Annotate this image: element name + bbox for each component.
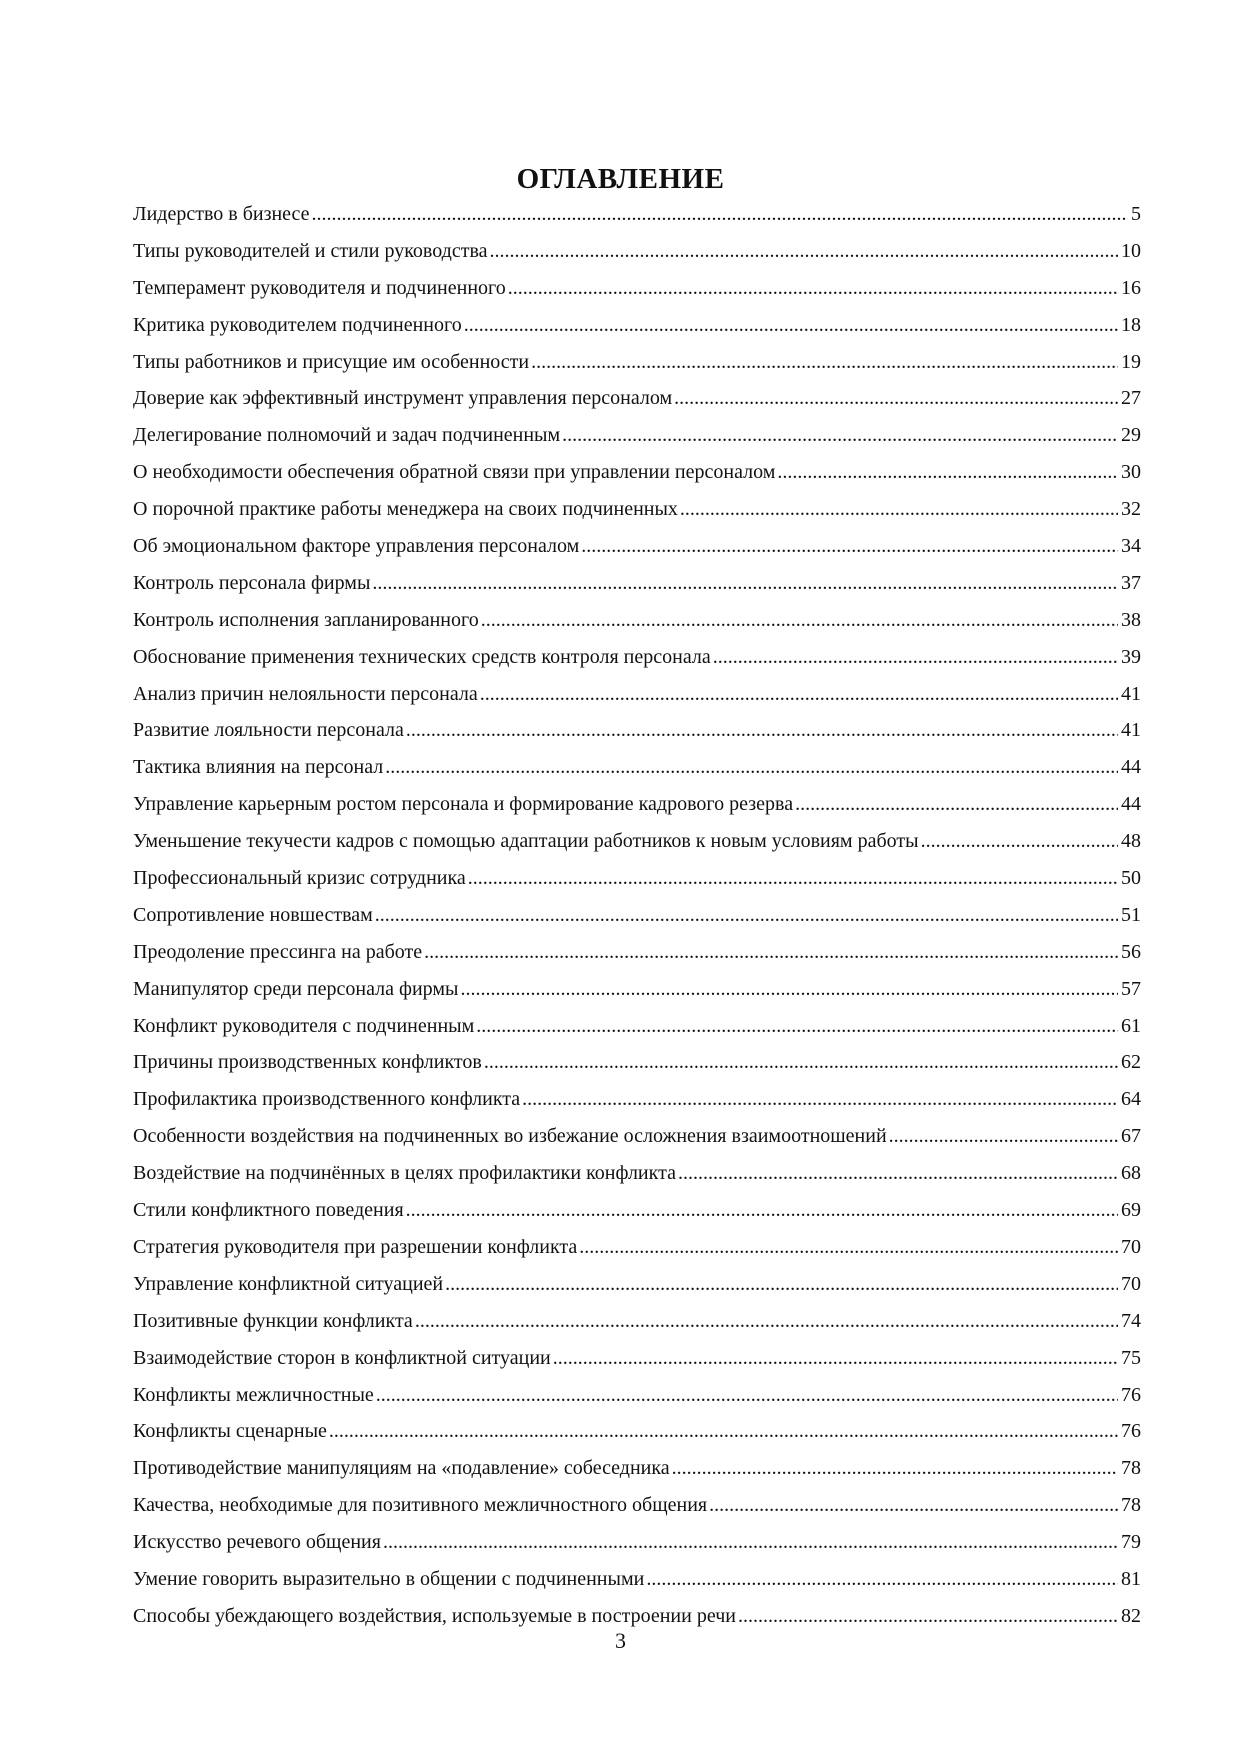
toc-dot-leader — [424, 934, 1118, 971]
toc-dot-leader — [476, 1008, 1118, 1045]
toc-entry[interactable] — [133, 344, 1141, 381]
toc-entry-page-number: 82 — [1121, 1604, 1141, 1627]
toc-entry-title: Темперамент руководителя и подчиненного — [133, 276, 506, 299]
toc-entry-title: Стили конфликтного поведения — [133, 1199, 404, 1222]
toc-entry-title: Типы работников и присущие им особенности — [133, 350, 530, 373]
toc-dot-leader — [464, 307, 1118, 344]
toc-entry-title: Противодействие манипуляциям на «подавление» собеседника — [133, 1457, 670, 1480]
toc-entry-page-number: 41 — [1121, 719, 1141, 742]
toc-dot-leader — [672, 1450, 1118, 1487]
toc-entry-title: Способы убеждающего воздействия, используемые в построении речи — [133, 1604, 736, 1627]
toc-entry-page-number: 19 — [1121, 350, 1141, 373]
toc-dot-leader — [709, 1487, 1118, 1524]
toc-entry[interactable] — [133, 1229, 1141, 1266]
toc-entry-title: Сопротивление новшествам — [133, 903, 373, 926]
toc-entry-title: Об эмоциональном факторе управления персоналом — [133, 535, 580, 558]
toc-entry-title: О необходимости обеспечения обратной связи при управлении персоналом — [133, 461, 776, 484]
toc-entry-title: Критика руководителем подчиненного — [133, 313, 462, 336]
toc-dot-leader — [445, 1266, 1118, 1303]
toc-entry-title: Делегирование полномочий и задач подчиненным — [133, 424, 561, 447]
toc-dot-leader — [460, 971, 1118, 1008]
toc-entry[interactable] — [133, 749, 1141, 786]
toc-entry-title: Развитие лояльности персонала — [133, 719, 404, 742]
toc-entry[interactable] — [133, 1044, 1141, 1081]
toc-dot-leader — [415, 1303, 1118, 1340]
toc-dot-leader — [406, 1192, 1118, 1229]
toc-entry[interactable] — [133, 823, 1141, 860]
toc-entry[interactable] — [133, 971, 1141, 1008]
toc-entry-page-number: 37 — [1121, 571, 1141, 594]
toc-entry[interactable] — [133, 1303, 1141, 1340]
toc-entry-title: Конфликты сценарные — [133, 1420, 327, 1443]
toc-dot-leader — [921, 823, 1118, 860]
toc-entry[interactable] — [133, 380, 1141, 417]
toc-entry-title: Уменьшение текучести кадров с помощью адаптации работников к новым условиям работы — [133, 830, 919, 853]
toc-entry-page-number: 78 — [1121, 1457, 1141, 1480]
toc-dot-leader — [713, 639, 1118, 676]
toc-entry-page-number: 5 — [1131, 203, 1141, 225]
toc-entry-page-number: 74 — [1121, 1309, 1141, 1332]
toc-entry[interactable] — [133, 1413, 1141, 1450]
toc-entry-title: Управление конфликтной ситуацией — [133, 1272, 444, 1295]
toc-entry-page-number: 51 — [1121, 903, 1141, 926]
toc-dot-leader — [646, 1561, 1118, 1598]
toc-entry-title: Преодоление прессинга на работе — [133, 940, 423, 963]
toc-entry-title: Контроль исполнения запланированного — [133, 608, 479, 631]
toc-entry-title: Воздействие на подчинённых в целях профилактики конфликта — [133, 1162, 676, 1185]
toc-entry[interactable] — [133, 454, 1141, 491]
toc-entry[interactable] — [133, 196, 1141, 233]
toc-entry[interactable] — [133, 712, 1141, 749]
toc-entry-page-number: 76 — [1121, 1383, 1141, 1406]
toc-dot-leader — [777, 454, 1118, 491]
toc-entry[interactable] — [133, 897, 1141, 934]
toc-entry[interactable] — [133, 1008, 1141, 1045]
toc-entry[interactable] — [133, 417, 1141, 454]
toc-entry-title: Манипулятор среди персонала фирмы — [133, 977, 459, 1000]
toc-entry[interactable] — [133, 1266, 1141, 1303]
toc-entry-title: Тактика влияния на персонал — [133, 756, 384, 779]
toc-entry[interactable] — [133, 1118, 1141, 1155]
toc-entry-title: Доверие как эффективный инструмент управления персоналом — [133, 387, 673, 410]
toc-entry-page-number: 32 — [1121, 498, 1141, 521]
toc-entry[interactable] — [133, 676, 1141, 713]
toc-dot-leader — [522, 1081, 1118, 1118]
toc-dot-leader — [481, 602, 1118, 639]
toc-entry-page-number: 41 — [1121, 682, 1141, 705]
toc-dot-leader — [795, 786, 1118, 823]
toc-entry-page-number: 69 — [1121, 1199, 1141, 1222]
toc-dot-leader — [562, 417, 1118, 454]
toc-entry-page-number: 27 — [1121, 387, 1141, 410]
toc-dot-leader — [484, 1044, 1118, 1081]
toc-entry[interactable] — [133, 786, 1141, 823]
toc-entry-page-number: 68 — [1121, 1162, 1141, 1185]
table-of-contents — [133, 196, 1141, 1635]
toc-dot-leader — [581, 528, 1118, 565]
toc-entry-title: О порочной практике работы менеджера на своих подчиненных — [133, 498, 678, 521]
toc-entry-page-number: 70 — [1121, 1272, 1141, 1295]
toc-entry-title: Конфликты межличностные — [133, 1383, 374, 1406]
toc-entry-page-number: 18 — [1121, 313, 1141, 336]
toc-entry-page-number: 38 — [1121, 608, 1141, 631]
toc-entry-page-number: 79 — [1121, 1531, 1141, 1554]
toc-entry-title: Типы руководителей и стили руководства — [133, 239, 488, 262]
toc-entry-page-number: 81 — [1121, 1567, 1141, 1590]
toc-entry[interactable] — [133, 1487, 1141, 1524]
toc-entry-page-number: 39 — [1121, 645, 1141, 668]
toc-entry[interactable] — [133, 233, 1141, 270]
toc-dot-leader — [674, 380, 1118, 417]
toc-dot-leader — [406, 712, 1118, 749]
toc-dot-leader — [508, 270, 1118, 307]
toc-entry[interactable] — [133, 307, 1141, 344]
toc-dot-leader — [468, 860, 1118, 897]
toc-entry-title: Умение говорить выразительно в общении с подчиненными — [133, 1567, 645, 1590]
toc-entry-page-number: 34 — [1121, 535, 1141, 558]
toc-entry[interactable] — [133, 491, 1141, 528]
toc-entry[interactable] — [133, 1377, 1141, 1414]
toc-dot-leader — [680, 491, 1118, 528]
toc-entry-page-number: 67 — [1121, 1125, 1141, 1148]
toc-entry-page-number: 48 — [1121, 830, 1141, 853]
toc-entry[interactable] — [133, 565, 1141, 602]
toc-entry[interactable] — [133, 602, 1141, 639]
toc-entry[interactable] — [133, 1081, 1141, 1118]
toc-entry-page-number: 50 — [1121, 867, 1141, 890]
toc-entry-page-number: 57 — [1121, 977, 1141, 1000]
toc-entry[interactable] — [133, 1450, 1141, 1487]
toc-dot-leader — [376, 1377, 1118, 1414]
toc-entry-page-number: 29 — [1121, 424, 1141, 447]
toc-dot-leader — [312, 196, 1128, 233]
toc-dot-leader — [490, 233, 1118, 270]
toc-entry[interactable] — [133, 639, 1141, 676]
toc-dot-leader — [480, 676, 1118, 713]
page-title: ОГЛАВЛЕНИЕ — [516, 163, 725, 195]
toc-dot-leader — [889, 1118, 1118, 1155]
toc-entry-title: Конфликт руководителя с подчиненным — [133, 1014, 475, 1037]
toc-entry-title: Профессиональный кризис сотрудника — [133, 867, 466, 890]
toc-dot-leader — [372, 565, 1118, 602]
toc-entry-page-number: 44 — [1121, 756, 1141, 779]
toc-entry-title: Лидерство в бизнесе — [133, 203, 310, 225]
toc-dot-leader — [579, 1229, 1118, 1266]
toc-entry[interactable] — [133, 1561, 1141, 1598]
toc-entry-page-number: 64 — [1121, 1088, 1141, 1111]
toc-dot-leader — [385, 749, 1118, 786]
toc-entry-page-number: 75 — [1121, 1346, 1141, 1369]
toc-entry-page-number: 76 — [1121, 1420, 1141, 1443]
toc-entry-title: Профилактика производственного конфликта — [133, 1088, 521, 1111]
toc-entry-title: Контроль персонала фирмы — [133, 571, 371, 594]
toc-entry-title: Причины производственных конфликтов — [133, 1051, 482, 1074]
toc-entry[interactable] — [133, 528, 1141, 565]
toc-entry-page-number: 61 — [1121, 1014, 1141, 1037]
toc-entry-page-number: 10 — [1121, 239, 1141, 262]
toc-entry-page-number: 30 — [1121, 461, 1141, 484]
toc-entry-title: Обоснование применения технических средств контроля персонала — [133, 645, 711, 668]
toc-entry-page-number: 70 — [1121, 1235, 1141, 1258]
toc-entry-title: Анализ причин нелояльности персонала — [133, 682, 478, 705]
page-number: 3 — [615, 1628, 626, 1653]
toc-entry-page-number: 44 — [1121, 793, 1141, 816]
toc-entry-page-number: 78 — [1121, 1494, 1141, 1517]
toc-entry[interactable] — [133, 934, 1141, 971]
toc-entry[interactable] — [133, 1155, 1141, 1192]
toc-entry[interactable] — [133, 270, 1141, 307]
toc-entry-title: Стратегия руководителя при разрешении конфликта — [133, 1235, 578, 1258]
toc-entry-title: Позитивные функции конфликта — [133, 1309, 413, 1332]
toc-dot-leader — [531, 344, 1118, 381]
toc-dot-leader — [553, 1340, 1118, 1377]
toc-entry-title: Управление карьерным ростом персонала и формирование кадрового резерва — [133, 793, 794, 816]
toc-entry[interactable] — [133, 1192, 1141, 1229]
toc-entry-page-number: 16 — [1121, 276, 1141, 299]
toc-dot-leader — [678, 1155, 1118, 1192]
toc-entry-page-number: 56 — [1121, 940, 1141, 963]
toc-entry[interactable] — [133, 1340, 1141, 1377]
toc-dot-leader — [383, 1524, 1118, 1561]
toc-entry-title: Взаимодействие сторон в конфликтной ситуации — [133, 1346, 551, 1369]
toc-entry-title: Искусство речевого общения — [133, 1531, 381, 1554]
toc-entry[interactable] — [133, 860, 1141, 897]
toc-dot-leader — [329, 1413, 1118, 1450]
toc-entry-title: Особенности воздействия на подчиненных во избежание осложнения взаимоотношений — [133, 1125, 887, 1148]
toc-dot-leader — [375, 897, 1118, 934]
toc-entry-title: Качества, необходимые для позитивного межличностного общения — [133, 1494, 708, 1517]
toc-entry[interactable] — [133, 1524, 1141, 1561]
toc-entry-page-number: 62 — [1121, 1051, 1141, 1074]
